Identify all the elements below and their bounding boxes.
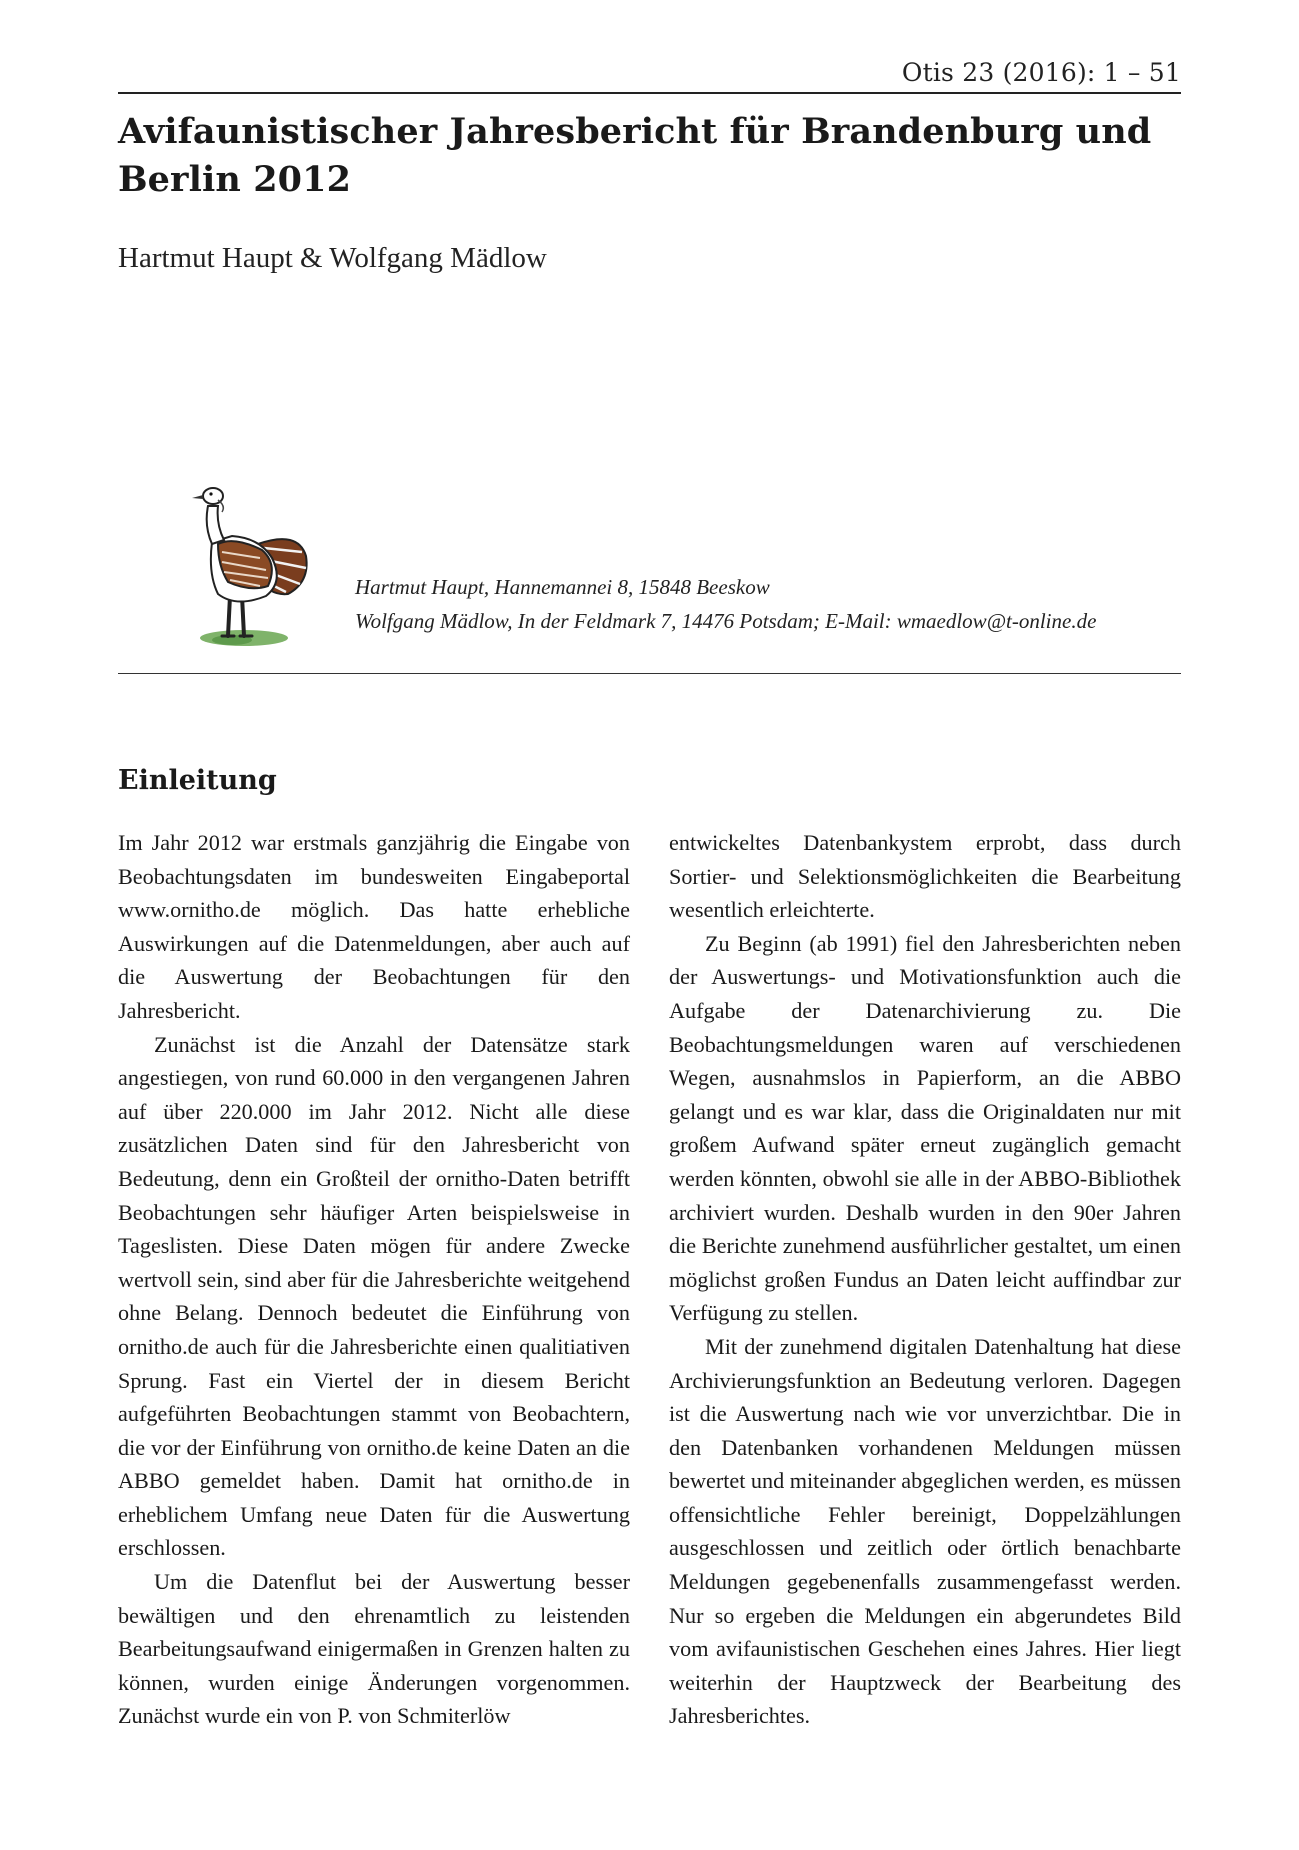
header-rule <box>118 92 1181 94</box>
paragraph: Im Jahr 2012 war erstmals ganzjährig die Eingabe von Beobachtungsdaten im bundesweiten Eingabeportal www.ornitho.de möglich. Das hatte erhebliche Auswirkungen auf die Datenmeldungen, aber auch auf die Auswertung der Beobachtungen für den Jahresbericht. <box>118 830 630 1023</box>
paragraph: Mit der zunehmend digitalen Datenhaltung hat diese Archivierungsfunktion an Bedeutung verloren. Dagegen ist die Auswertung nach wie vor unverzichtbar. Die in den Datenbanken vorhandenen Meldungen müssen bewertet und miteinander abgeglichen werden, es müssen offensichtliche Fehler bereinigt, Doppelzählungen ausgeschlossen und zeitlich oder örtlich benachbarte Meldungen gegebenenfalls zusammengefasst werden. Nur so ergeben die Meldungen ein abgerundetes Bild vom avifaunistischen Geschehen eines Jahres. Hier liegt weiterhin der Hauptzweck der Bearbeitung des Jahresberichtes. <box>669 1333 1181 1729</box>
paragraph: Zunächst ist die Anzahl der Datensätze stark angestiegen, von rund 60.000 in den vergangenen Jahren auf über 220.000 im Jahr 2012. Nicht alle diese zusätzlichen Daten sind für den Jahresbericht von Bedeutung, denn ein Großteil der ornitho-Daten betrifft Beobachtungen sehr häufiger Arten beispielsweise in Tageslisten. Diese Daten mögen für andere Zwecke wertvoll sein, sind aber für die Jahresberichte weitgehend ohne Belang. Dennoch bedeutet die Einführung von ornitho.de auch für die Jahresberichte einen qualitiativen Sprung. Fast ein Viertel der in diesem Bericht aufgeführten Beobachtungen stammt von Beobachtern, die vor der Einführung von ornitho.de keine Daten an die ABBO gemeldet haben. Damit hat ornitho.de in erheblichem Umfang neue Daten für die Auswertung erschlossen. <box>118 1031 630 1561</box>
section-heading: Einleitung <box>118 765 277 796</box>
article-title: Avifaunistischer Jahresbericht für Brandenburg und Berlin 2012 <box>118 111 1152 200</box>
article-authors: Hartmut Haupt & Wolfgang Mädlow <box>118 242 547 274</box>
paragraph: Um die Datenflut bei der Auswertung besser bewältigen und den ehrenamtlich zu leistenden Bearbeitungsaufwand einigermaßen in Grenzen halten zu können, wurden einige Änderungen vorgenommen. Zunächst wurde ein von P. von Schmiterlöw <box>118 1569 630 1729</box>
paragraph: Zu Beginn (ab 1991) fiel den Jahresberichten neben der Auswertungs- und Motivationsfunktion auch die Aufgabe der Datenarchivierung zu. Die Beobachtungsmeldungen waren auf verschiedenen Wegen, ausnahmslos in Papierform, an die ABBO gelangt und es war klar, dass die Originaldaten nur mit großem Aufwand später erneut zugänglich gemacht werden könnten, obwohl sie alle in der ABBO-Bibliothek archiviert wurden. Deshalb wurden in den 90er Jahren die Berichte zunehmend ausführlicher gestaltet, um einen möglichst großen Fundus an Daten leicht auffindbar zur Verfügung zu stellen. <box>669 930 1181 1326</box>
great-bustard-icon <box>188 478 316 650</box>
paragraph: entwickeltes Datenbankystem erprobt, dass durch Sortier- und Selektionsmöglichkeiten die Bearbeitung wesentlich erleichterte. <box>669 830 1181 923</box>
affiliation-maedlow: Wolfgang Mädlow, In der Feldmark 7, 14476 Potsdam; E-Mail: wmaedlow@t-online.de <box>355 609 1097 633</box>
affiliation-haupt: Hartmut Haupt, Hannemannei 8, 15848 Beeskow <box>355 575 770 599</box>
left-column <box>118 826 630 1733</box>
author-affiliations <box>355 570 1096 638</box>
right-column <box>669 826 1181 1733</box>
journal-reference: Otis 23 (2016): 1 – 51 <box>901 58 1181 87</box>
section-divider <box>118 673 1181 674</box>
